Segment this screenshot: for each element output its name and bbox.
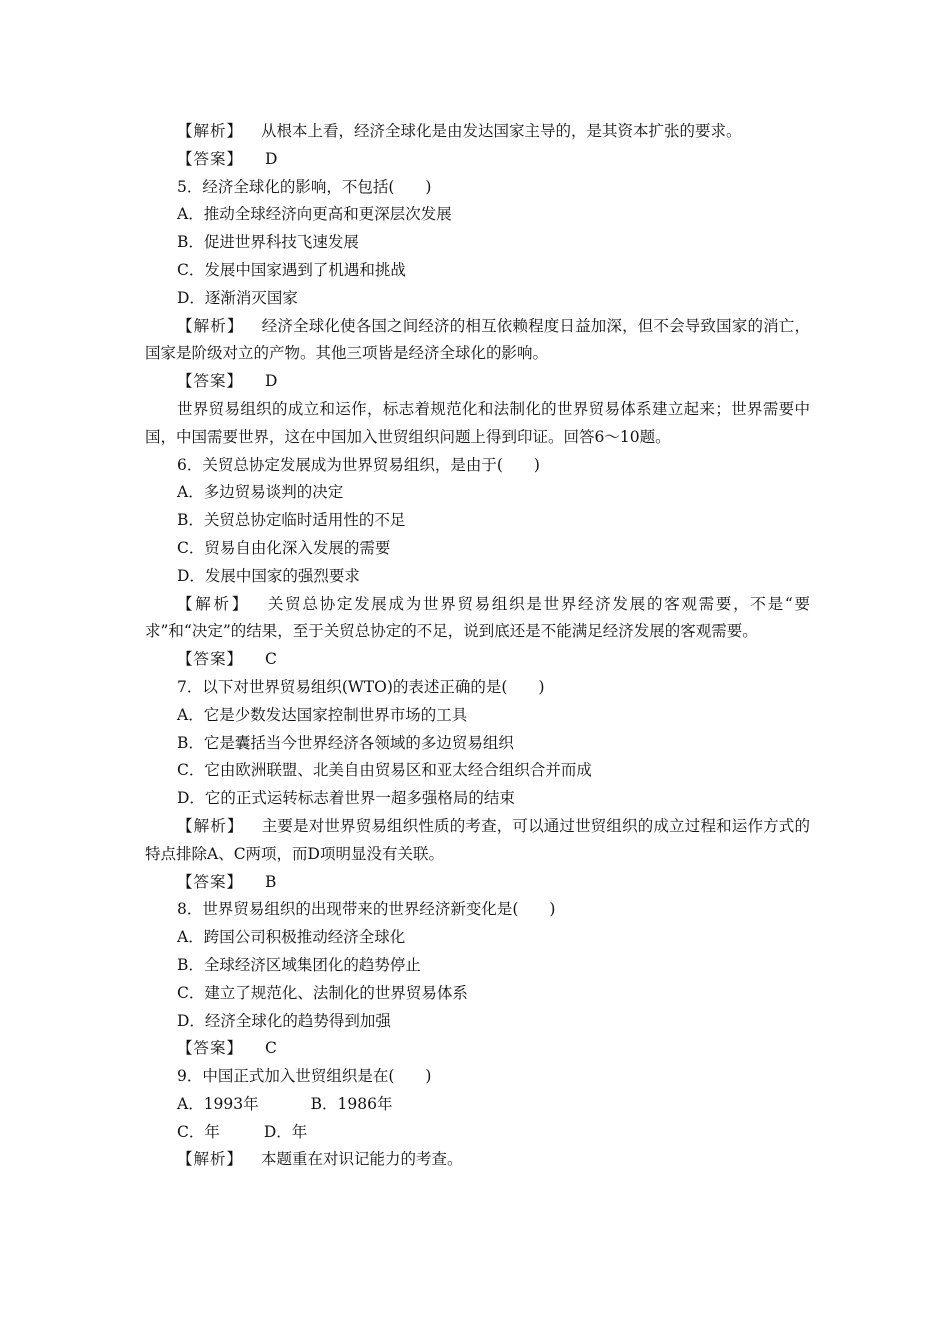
q5-option-b: B．促进世界科技飞速发展 bbox=[177, 233, 359, 252]
q7-answer: 【答案】 B bbox=[177, 872, 277, 891]
q9-option-a: A．1993年 bbox=[177, 1094, 259, 1113]
q4-analysis: 【解析】 从根本上看，经济全球化是由发达国家主导的，是其资本扩张的要求。 bbox=[177, 122, 742, 140]
q9-options-cd bbox=[145, 1119, 810, 1147]
q7-analysis: 【解析】 主要是对世界贸易组织性质的考查，可以通过世贸组织的成立过程和运作方式的特点排除A、C两项，而D项明显没有关联。 bbox=[145, 816, 810, 863]
q9-stem: 9．中国正式加入世贸组织是在( ) bbox=[177, 1067, 432, 1086]
q9-option-b: B．1986年 bbox=[310, 1094, 393, 1113]
q5-analysis: 【解析】 经济全球化使各国之间经济的相互依赖程度日益加深，但不会导致国家的消亡，国家是阶级对立的产物。其他三项皆是经济全球化的影响。 bbox=[145, 316, 810, 363]
q6-option-d: D．发展中国家的强烈要求 bbox=[177, 566, 360, 585]
q5-option-a: A．推动全球经济向更高和更深层次发展 bbox=[177, 205, 452, 224]
q5-answer: 【答案】 D bbox=[177, 372, 278, 391]
section-intro: 世界贸易组织的成立和运作，标志着规范化和法制化的世界贸易体系建立起来；世界需要中国，中国需要世界，这在中国加入世贸组织问题上得到印证。回答6～10题。 bbox=[145, 399, 810, 446]
q8-option-c: C．建立了规范化、法制化的世界贸易体系 bbox=[177, 983, 468, 1002]
q9-analysis: 【解析】 本题重在对识记能力的考查。 bbox=[177, 1150, 463, 1169]
q6-option-c: C．贸易自由化深入发展的需要 bbox=[177, 538, 391, 557]
q8-option-a: A．跨国公司积极推动经济全球化 bbox=[177, 928, 406, 947]
q6-option-a: A．多边贸易谈判的决定 bbox=[177, 483, 344, 502]
q6-answer: 【答案】 C bbox=[177, 650, 277, 669]
q5-option-d: D．逐渐消灭国家 bbox=[177, 288, 298, 307]
document-body bbox=[145, 118, 810, 1174]
q6-analysis: 【解析】 关贸总协定发展成为世界贸易组织是世界经济发展的客观需要，不是“要求”和“决定”的结果，至于关贸总协定的不足，说到底还是不能满足经济发展的客观需要。 bbox=[145, 594, 810, 641]
q7-option-c: C．它由欧洲联盟、北美自由贸易区和亚太经合组织合并而成 bbox=[177, 761, 592, 780]
q6-stem: 6．关贸总协定发展成为世界贸易组织，是由于( ) bbox=[177, 455, 540, 474]
q9-option-d: D．年 bbox=[263, 1122, 308, 1141]
q7-option-a: A．它是少数发达国家控制世界市场的工具 bbox=[177, 705, 468, 724]
q6-option-b: B．关贸总协定临时适用性的不足 bbox=[177, 511, 406, 530]
q9-option-c: C．年 bbox=[177, 1122, 220, 1141]
q8-option-b: B．全球经济区域集团化的趋势停止 bbox=[177, 955, 421, 974]
q8-stem: 8．世界贸易组织的出现带来的世界经济新变化是( ) bbox=[177, 900, 556, 919]
q7-option-d: D．它的正式运转标志着世界一超多强格局的结束 bbox=[177, 789, 515, 808]
q8-answer: 【答案】 C bbox=[177, 1039, 277, 1058]
q5-option-c: C．发展中国家遇到了机遇和挑战 bbox=[177, 260, 406, 279]
q4-answer: 【答案】 D bbox=[177, 149, 278, 168]
q9-options-ab bbox=[145, 1091, 810, 1119]
q7-stem: 7．以下对世界贸易组织(WTO)的表述正确的是( ) bbox=[177, 677, 545, 696]
q5-stem: 5．经济全球化的影响，不包括( ) bbox=[177, 177, 432, 196]
q8-option-d: D．经济全球化的趋势得到加强 bbox=[177, 1011, 391, 1030]
q7-option-b: B．它是囊括当今世界经济各领域的多边贸易组织 bbox=[177, 733, 514, 752]
